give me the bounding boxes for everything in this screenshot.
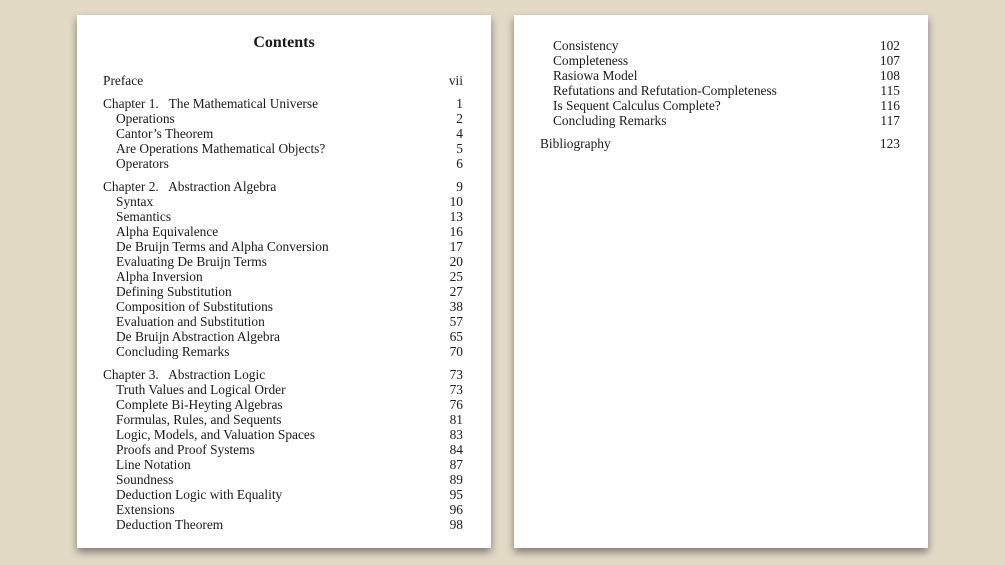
toc-chapter-title: Chapter 1. The Mathematical Universe bbox=[103, 96, 319, 111]
toc-entry-page: 95 bbox=[449, 487, 463, 502]
toc-entry bbox=[103, 472, 463, 487]
toc-entry-page: 96 bbox=[449, 502, 463, 517]
toc-entry bbox=[103, 412, 463, 427]
toc-entry bbox=[103, 344, 463, 359]
toc-entry bbox=[540, 53, 900, 68]
toc-entry-title: Alpha Inversion bbox=[116, 269, 203, 284]
toc-entry bbox=[103, 126, 463, 141]
toc-entry-title: Evaluating De Bruijn Terms bbox=[116, 254, 267, 269]
toc-entry-page: 117 bbox=[880, 113, 900, 128]
toc-entry-page: vii bbox=[448, 73, 463, 88]
toc-entry bbox=[103, 194, 463, 209]
toc-entry-title: Deduction Logic with Equality bbox=[116, 487, 283, 502]
toc-entry-page: 123 bbox=[879, 136, 900, 151]
toc-entry-bibliography bbox=[540, 136, 900, 151]
toc-entry-title: Truth Values and Logical Order bbox=[116, 382, 286, 397]
toc-entry-title: Complete Bi-Heyting Algebras bbox=[116, 397, 283, 412]
toc-entry-title: De Bruijn Abstraction Algebra bbox=[116, 329, 281, 344]
toc-entry-page: 102 bbox=[879, 38, 900, 53]
toc-entry-page: 10 bbox=[449, 194, 463, 209]
toc-entry-title: Deduction Theorem bbox=[116, 517, 224, 532]
toc-entry bbox=[103, 209, 463, 224]
toc-entry bbox=[103, 329, 463, 344]
toc-entry-page: 98 bbox=[449, 517, 463, 532]
toc-entry bbox=[103, 427, 463, 442]
toc-entry-page: 25 bbox=[449, 269, 463, 284]
toc-entry bbox=[103, 517, 463, 532]
toc-entry-page: 5 bbox=[456, 141, 463, 156]
toc-entry-title: Are Operations Mathematical Objects? bbox=[116, 141, 326, 156]
toc-entry bbox=[103, 397, 463, 412]
toc-entry-title: Logic, Models, and Valuation Spaces bbox=[116, 427, 316, 442]
toc-entry-title: Is Sequent Calculus Complete? bbox=[553, 98, 721, 113]
toc-chapter-3 bbox=[103, 367, 463, 382]
right-page bbox=[514, 15, 928, 548]
toc-entry-title: Operators bbox=[116, 156, 169, 171]
toc-entry-page: 116 bbox=[880, 98, 900, 113]
toc-entry-page: 13 bbox=[449, 209, 463, 224]
toc-entry bbox=[103, 111, 463, 126]
toc-entry-title: Cantor’s Theorem bbox=[116, 126, 214, 141]
toc-entry-title: Refutations and Refutation-Completeness bbox=[553, 83, 777, 98]
toc-entry-title: Semantics bbox=[116, 209, 172, 224]
toc-entry bbox=[103, 254, 463, 269]
toc-entry-title: Formulas, Rules, and Sequents bbox=[116, 412, 282, 427]
toc-entry-page: 115 bbox=[880, 83, 900, 98]
toc-entry bbox=[103, 269, 463, 284]
toc-entry-page: 108 bbox=[879, 68, 900, 83]
toc-entry bbox=[540, 68, 900, 83]
toc-entry-page: 73 bbox=[449, 382, 463, 397]
toc-entry-title: Line Notation bbox=[116, 457, 191, 472]
toc-entry-page: 87 bbox=[449, 457, 463, 472]
toc-entry-title: Proofs and Proof Systems bbox=[116, 442, 255, 457]
toc-entry bbox=[103, 502, 463, 517]
toc-entry-title: Completeness bbox=[553, 53, 629, 68]
toc-entry-page: 9 bbox=[456, 179, 463, 194]
toc-chapter-title: Chapter 3. Abstraction Logic bbox=[103, 367, 266, 382]
toc-entry-page: 2 bbox=[456, 111, 463, 126]
toc-entry bbox=[103, 382, 463, 397]
toc-entry bbox=[103, 239, 463, 254]
toc-entry bbox=[540, 83, 900, 98]
toc-entry-page: 89 bbox=[449, 472, 463, 487]
toc-entry-title: Extensions bbox=[116, 502, 175, 517]
toc-entry-title: Preface bbox=[103, 73, 144, 88]
toc-entry-title: Syntax bbox=[116, 194, 154, 209]
toc-entry bbox=[103, 284, 463, 299]
toc-entry-page: 76 bbox=[449, 397, 463, 412]
toc-entry bbox=[103, 442, 463, 457]
toc-entry-page: 84 bbox=[449, 442, 463, 457]
toc-entry-title: De Bruijn Terms and Alpha Conversion bbox=[116, 239, 329, 254]
toc-entry-page: 38 bbox=[449, 299, 463, 314]
toc-entry-title: Concluding Remarks bbox=[116, 344, 230, 359]
toc-entry-page: 73 bbox=[449, 367, 463, 382]
toc-entry-title: Defining Substitution bbox=[116, 284, 232, 299]
toc-entry bbox=[540, 113, 900, 128]
toc-entry bbox=[103, 314, 463, 329]
toc-entry-preface bbox=[103, 73, 463, 88]
toc-entry bbox=[103, 299, 463, 314]
toc-entry bbox=[540, 98, 900, 113]
toc-left bbox=[103, 73, 463, 532]
toc-chapter-title: Chapter 2. Abstraction Algebra bbox=[103, 179, 277, 194]
toc-entry-page: 27 bbox=[449, 284, 463, 299]
toc-entry-page: 4 bbox=[456, 126, 463, 141]
toc-entry-title: Consistency bbox=[553, 38, 619, 53]
page-title: Contents bbox=[253, 34, 315, 51]
toc-entry bbox=[103, 141, 463, 156]
toc-entry-title: Evaluation and Substitution bbox=[116, 314, 265, 329]
toc-entry-page: 81 bbox=[449, 412, 463, 427]
toc-entry-page: 20 bbox=[449, 254, 463, 269]
toc-entry bbox=[103, 156, 463, 171]
toc-entry bbox=[103, 487, 463, 502]
toc-entry-title: Soundness bbox=[116, 472, 174, 487]
toc-entry-title: Operations bbox=[116, 111, 175, 126]
toc-entry-title: Alpha Equivalence bbox=[116, 224, 219, 239]
left-page bbox=[77, 15, 491, 548]
toc-entry-title: Concluding Remarks bbox=[553, 113, 667, 128]
toc-entry-page: 65 bbox=[449, 329, 463, 344]
toc-entry-page: 57 bbox=[449, 314, 463, 329]
toc-entry-page: 16 bbox=[449, 224, 463, 239]
toc-entry-page: 83 bbox=[449, 427, 463, 442]
toc-entry-title: Bibliography bbox=[540, 136, 611, 151]
toc-chapter-1 bbox=[103, 96, 463, 111]
toc-entry-title: Rasiowa Model bbox=[553, 68, 638, 83]
toc-entry-title: Composition of Substitutions bbox=[116, 299, 273, 314]
toc-entry-page: 107 bbox=[879, 53, 900, 68]
toc-chapter-2 bbox=[103, 179, 463, 194]
toc-entry-page: 1 bbox=[456, 96, 463, 111]
toc-entry bbox=[540, 38, 900, 53]
toc-entry bbox=[103, 224, 463, 239]
toc-entry-page: 6 bbox=[456, 156, 463, 171]
toc-entry-page: 17 bbox=[449, 239, 463, 254]
toc-entry bbox=[103, 457, 463, 472]
toc-entry-page: 70 bbox=[449, 344, 463, 359]
toc-right bbox=[540, 38, 900, 151]
